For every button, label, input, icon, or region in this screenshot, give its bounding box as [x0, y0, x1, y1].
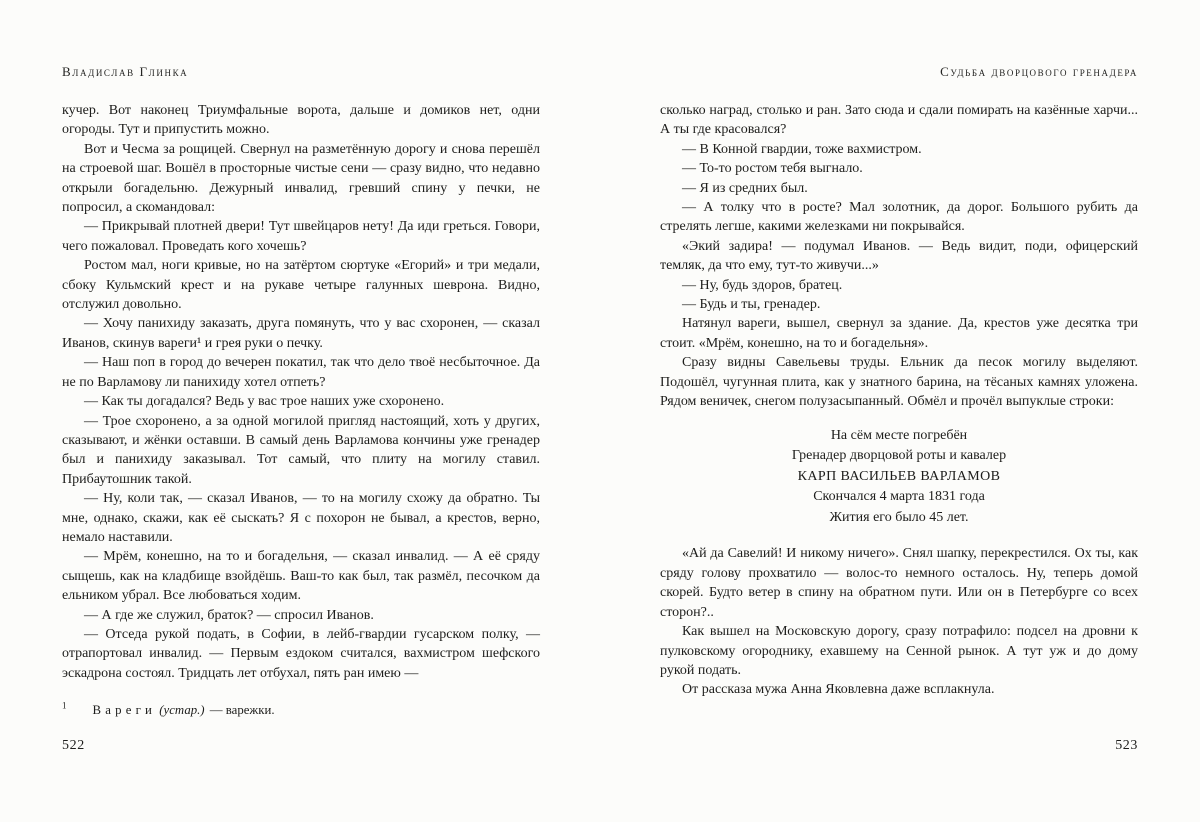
epitaph-block: [660, 426, 1138, 529]
paragraph: Натянул вареги, вышел, свернул за здание. Да, крестов уже десятка три стоит. «Мрём, конешно, на то и богадельня».: [660, 316, 1138, 351]
paragraph: — Как ты догадался? Ведь у вас трое наших уже схоронено.: [84, 394, 445, 410]
body-text-bottom: [660, 544, 1138, 699]
paragraph: — Отседа рукой подать, в Софии, в лейб-гвардии гусарском полку, — отрапортовал инвалид. — Первым ездоком считался, вахмистром шефского эскадрона состоял. Тридцать лет отбухал, пять ран имею —: [62, 626, 540, 681]
paragraph: — Мрём, конешно, на то и богадельня, — сказал инвалид. — А её сряду сыщешь, как на кладбище взойдёшь. Ваш-то как был, так размёл, песочком да ельником убрал. Все любоваться ходим.: [62, 549, 540, 604]
paragraph: — А толку что в росте? Мал золотник, да дорог. Большого рубить да стрелять легше, какими железками ни покрывайся.: [660, 200, 1138, 235]
paragraph: — Ну, будь здоров, братец.: [682, 277, 843, 293]
page-number-right: 523: [1115, 738, 1138, 753]
epitaph-line: КАРП ВАСИЛЬЕВ ВАРЛАМОВ: [797, 468, 1001, 484]
epitaph-line: Жития его было 45 лет.: [829, 509, 969, 525]
running-head-chapter: Судьба дворцового гренадера: [940, 64, 1138, 79]
paragraph: От рассказа мужа Анна Яковлевна даже всплакнула.: [682, 682, 995, 698]
paragraph: — То-то ростом тебя выгнало.: [682, 161, 863, 177]
paragraph: — Я из средних был.: [682, 180, 808, 196]
running-head-author: Владислав Глинка: [62, 64, 189, 79]
paragraph: Вот и Чесма за рощицей. Свернул на разметённую дорогу и снова перешёл на строевой шаг. Вошёл в просторные чистые сени — сразу видно, что недавно открыли богадельню. Дежурный инвалид, гревший спину у печки, не попросил, а скомандовал:: [62, 141, 540, 216]
epitaph-line: Гренадер дворцовой роты и кавалер: [791, 448, 1007, 464]
paragraph: — Будь и ты, гренадер.: [682, 297, 821, 313]
epitaph-line: На сём месте погребён: [830, 427, 968, 443]
paragraph: — Прикрывай плотней двери! Тут швейцаров нету! Да иди греться. Говори, чего пожаловал. Проведать кого хочешь?: [62, 219, 540, 254]
page-body-right: [660, 101, 1138, 700]
paragraph: «Экий задира! — подумал Иванов. — Ведь видит, поди, офицерский темляк, да что ему, тут-то живучи...»: [660, 238, 1138, 274]
paragraph: кучер. Вот наконец Триумфальные ворота, дальше и домиков нет, одни огороды. Тут и припустить можно.: [62, 103, 540, 138]
page-body-left: [62, 101, 540, 683]
footnote-marker: 1: [62, 700, 67, 711]
page-right: [600, 0, 1200, 822]
footnote: [62, 702, 540, 719]
paragraph: «Ай да Савелий! И никому ничего». Снял шапку, перекрестился. Ох ты, как сряду голову прохватило — волос-то немного осталось. Ну, теперь домой скорей. Будто ветер в спину на обратном пути. Или он в Петербурге со всех сторон?..: [660, 546, 1138, 620]
paragraph: — В Конной гвардии, тоже вахмистром.: [682, 141, 922, 157]
paragraph: сколько наград, столько и ран. Зато сюда и сдали помирать на казённые харчи... А ты где красовался?: [660, 103, 1138, 138]
footnote-qualifier: (устар.): [159, 703, 205, 717]
paragraph: — Хочу панихиду заказать, друга помянуть, что у вас схоронен, — сказал Иванов, скинув вареги¹ и грея руки о печку.: [62, 316, 540, 351]
epitaph-line: Скончался 4 марта 1831 года: [813, 489, 985, 505]
paragraph: — Наш поп в город до вечерен покатил, так что дело твоё несбыточное. Да не по Варламову ли панихиду хотел отпеть?: [62, 355, 540, 390]
paragraph: Как вышел на Московскую дорогу, сразу потрафило: подсел на дровни к пулковскому огороднику, ехавшему на Сенной рынок. А тут уж и до дому рукой подать.: [660, 624, 1138, 678]
paragraph: — А где же служил, браток? — спросил Иванов.: [84, 607, 374, 623]
paragraph: — Ну, коли так, — сказал Иванов, — то на могилу схожу да обратно. Ты мне, однако, скажи, как её сыскать? Я с похорон не бывал, а крестов, верно, немало наставили.: [62, 491, 540, 545]
page-number-left: 522: [62, 738, 85, 753]
footnote-term: Вареги: [92, 703, 157, 717]
paragraph: Ростом мал, ноги кривые, но на затёртом сюртуке «Егорий» и три медали, сбоку Кульмский крест и на рукаве четыре галунных шеврона. Видно, отслужил довольно.: [62, 258, 540, 313]
paragraph: Сразу видны Савельевы труды. Ельник да песок могилу выделяют. Подошёл, чугунная плита, как у знатного барина, на тёсаных камнях уложена. Рядом веничек, снегом полузасыпанный. Обмёл и прочёл выпуклые строки:: [660, 355, 1138, 410]
body-text-top: [660, 101, 1138, 412]
paragraph: — Трое схоронено, а за одной могилой пригляд настоящий, хоть у других, сказывают, и жёнки оставши. В самый день Варламова кончины уже гренадер был и панихиду заказывал. Тот самый, что плиту на могилу ставил. Прибаутошник такой.: [62, 413, 540, 487]
footnote-definition: — варежки.: [209, 703, 275, 717]
